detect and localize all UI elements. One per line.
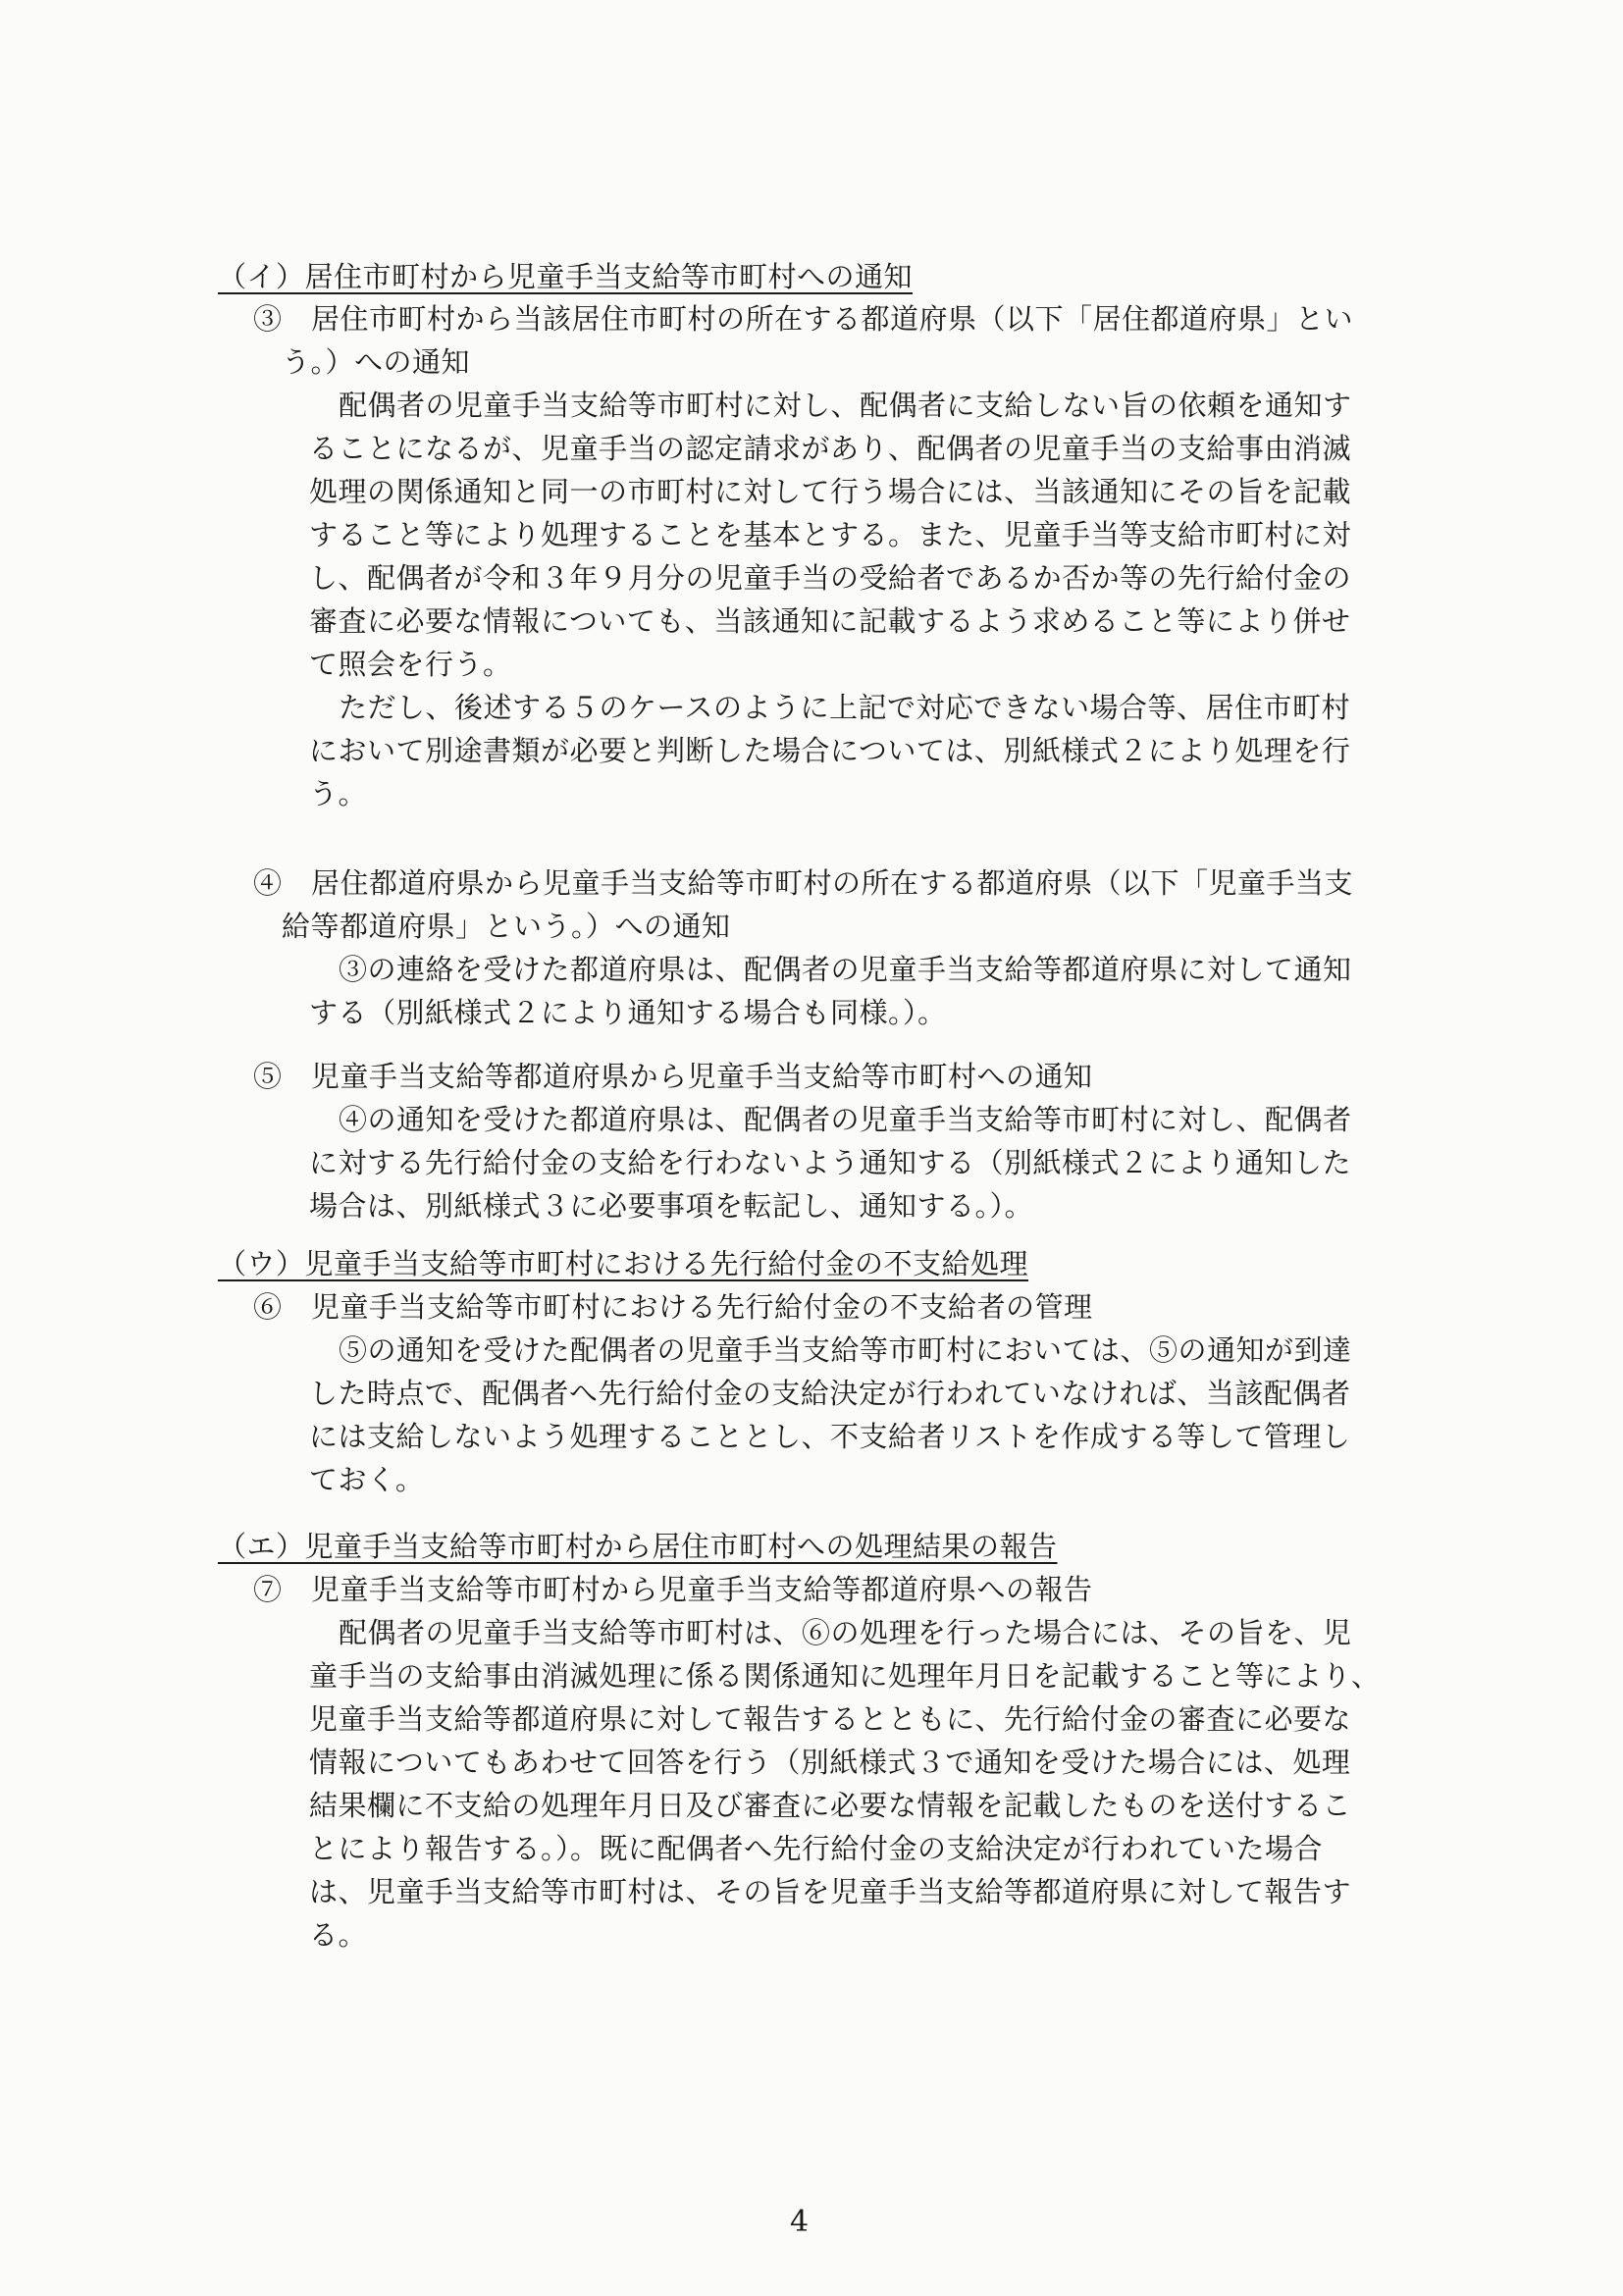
- item-3-body-line: 審査に必要な情報についても、当該通知に記載するよう求めること等により併せ: [309, 604, 1351, 638]
- item-7-body-line: 児童手当支給等都道府県に対して報告するとともに、先行給付金の審査に必要な: [309, 1702, 1352, 1736]
- item-5-body-line: に対する先行給付金の支給を行わないよう通知する（別紙様式２により通知した: [309, 1146, 1352, 1179]
- item-5-title-line: ⑤ 児童手当支給等都道府県から児童手当支給等市町村への通知: [253, 1060, 1093, 1093]
- item-3-body-line: て照会を行う。: [309, 648, 512, 681]
- item-7-body-line: 情報についてもあわせて回答を行う（別紙様式３で通知を受けた場合には、処理: [309, 1746, 1351, 1779]
- item-7-body-line: る。: [309, 1918, 368, 1952]
- item-3-body-line: ただし、後述する５のケースのように上記で対応できない場合等、居住市町村: [339, 691, 1351, 724]
- item-4-title-line: 給等都道府県」という。）への通知: [282, 910, 731, 943]
- page-number: 4: [790, 2205, 810, 2239]
- item-7-body-line: 配偶者の児童手当支給等市町村は、⑥の処理を行った場合には、その旨を、児: [339, 1616, 1352, 1649]
- item-6-body-line: には支給しないよう処理することとし、不支給者リストを作成する等して管理し: [309, 1420, 1351, 1453]
- item-3-body-line: ることになるが、児童手当の認定請求があり、配偶者の児童手当の支給事由消滅: [309, 432, 1352, 465]
- item-7-body-line: は、児童手当支給等市町村は、その旨を児童手当支給等都道府県に対して報告す: [309, 1875, 1352, 1908]
- item-7-title-line: ⑦ 児童手当支給等市町村から児童手当支給等都道府県への報告: [253, 1573, 1093, 1606]
- item-7-body-line: 童手当の支給事由消滅処理に係る関係通知に処理年月日を記載すること等により、: [309, 1659, 1381, 1693]
- item-3-body-line: し、配偶者が令和３年９月分の児童手当の受給者であるか否か等の先行給付金の: [309, 561, 1352, 595]
- item-3-title-line: ③ 居住市町村から当該居住市町村の所在する都道府県（以下「居住都道府県」とい: [253, 302, 1354, 336]
- item-3-title-line: う。）への通知: [282, 345, 471, 379]
- item-3-body-line: において別途書類が必要と判断した場合については、別紙様式２により処理を行: [309, 734, 1351, 767]
- item-4-body-line: する（別紙様式２により通知する場合も同様。）。: [309, 996, 947, 1029]
- item-3-body-line: 配偶者の児童手当支給等市町村に対し、配偶者に支給しない旨の依頼を通知す: [339, 389, 1352, 422]
- item-3-body-line: すること等により処理することを基本とする。また、児童手当等支給市町村に対: [309, 518, 1352, 551]
- item-5-body-line: ④の通知を受けた都道府県は、配偶者の児童手当支給等市町村に対し、配偶者: [339, 1103, 1352, 1136]
- item-6-body-line: ておく。: [309, 1463, 425, 1496]
- item-6-title-line: ⑥ 児童手当支給等市町村における先行給付金の不支給者の管理: [253, 1290, 1093, 1324]
- item-7-body-line: とにより報告する。）。既に配偶者へ先行給付金の支給決定が行われていた場合: [309, 1832, 1324, 1865]
- item-6-body-line: ⑤の通知を受けた配偶者の児童手当支給等市町村においては、⑤の通知が到達: [339, 1333, 1352, 1367]
- item-4-title-line: ④ 居住都道府県から児童手当支給等市町村の所在する都道府県（以下「児童手当支: [253, 866, 1354, 900]
- item-5-body-line: 場合は、別紙様式３に必要事項を転記し、通知する。）。: [309, 1189, 1034, 1223]
- item-3-body-line: う。: [309, 777, 368, 810]
- item-6-body-line: した時点で、配偶者へ先行給付金の支給決定が行われていなければ、当該配偶者: [309, 1377, 1351, 1410]
- item-4-body-line: ③の連絡を受けた都道府県は、配偶者の児童手当支給等都道府県に対して通知: [339, 953, 1352, 986]
- section-heading-i: （イ）居住市町村から児童手当支給等市町村への通知: [218, 260, 914, 293]
- item-7-body-line: 結果欄に不支給の処理年月日及び審査に必要な情報を記載したものを送付するこ: [309, 1789, 1352, 1822]
- section-heading-u: （ウ）児童手当支給等市町村における先行給付金の不支給処理: [218, 1247, 1029, 1280]
- section-heading-e: （エ）児童手当支給等市町村から居住市町村への処理結果の報告: [218, 1530, 1058, 1563]
- item-3-body-line: 処理の関係通知と同一の市町村に対して行う場合には、当該通知にその旨を記載: [309, 475, 1352, 508]
